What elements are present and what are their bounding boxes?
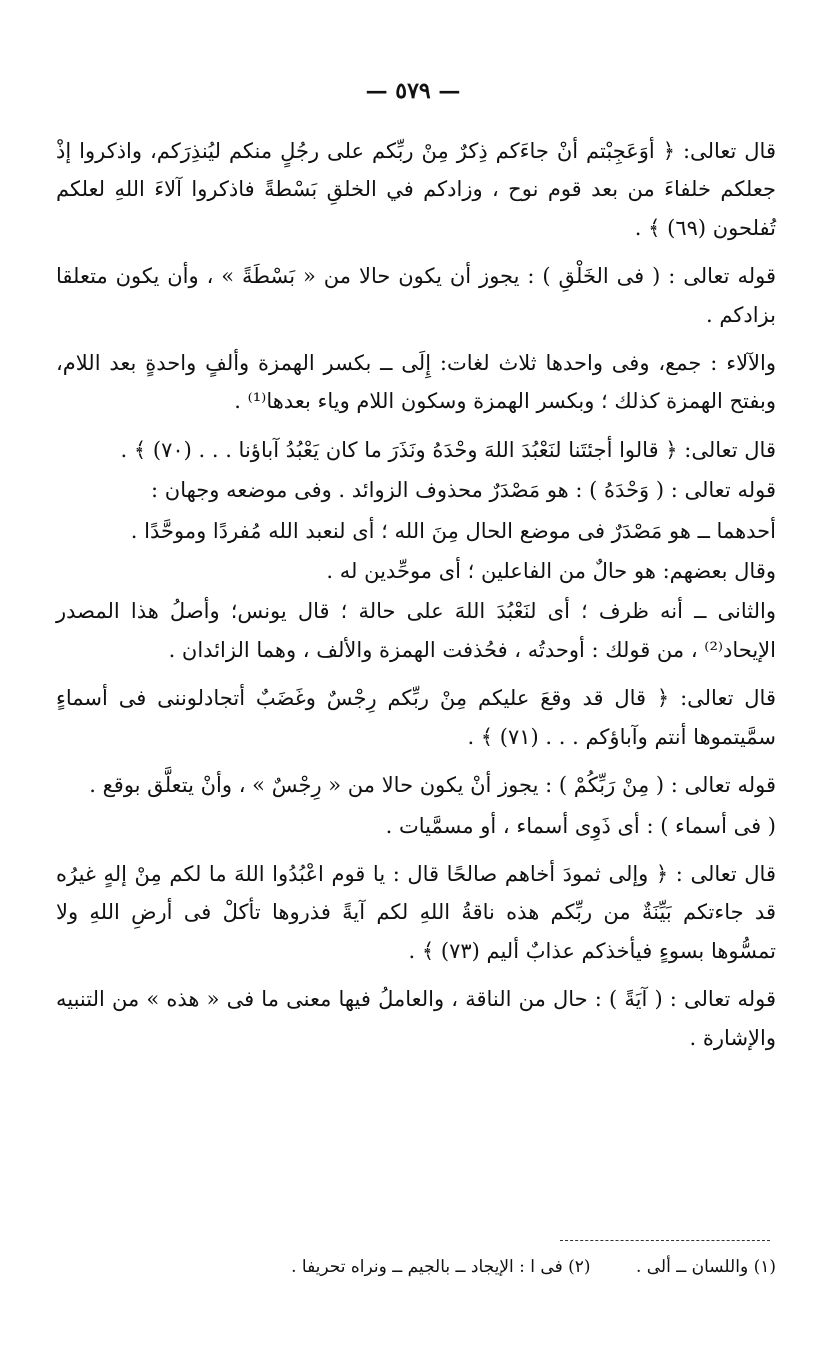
footnote-divider <box>560 1240 770 1241</box>
page-number: — ٥٧٩ — <box>365 78 461 104</box>
commentary-paragraph: قوله تعالى : ( آيَةً ) : حال من الناقة ، والعاملُ فيها معنى ما فى « هذه » من التنبيه والإشارة . <box>56 987 776 1050</box>
commentary-paragraph: وقال بعضهم: هو حالٌ من الفاعلين ؛ أى موحِّدين له . <box>326 559 776 584</box>
commentary-paragraph: قوله تعالى : ( مِنْ رَبِّكُمْ ) : يجوز أنْ يكون حالا من « رِجْسٌ » ، وأنْ يتعلَّق بوقع . <box>89 773 776 798</box>
verse-paragraph: قال تعالى: ﴿ قال قد وقعَ عليكم مِنْ ربِّكم رِجْسٌ وغَضَبٌ أتجادلوننى فى أسماءٍ سمَّيتموها أنتم وآباؤكم . . . (٧١) ﴾ . <box>56 686 776 749</box>
verse-paragraph: قال تعالى : ﴿ وإلى ثمودَ أخاهم صالحًا قال : يا قوم اعْبُدُوا اللهَ ما لكم مِنْ إلهٍ غيرُه قد جاءتكم بَيِّنَةٌ من ربِّكم هذه ناقةُ اللهِ لكم آيةً فذروها تأكلْ فى أرضِ اللهِ ولا تمسُّوها بسوءٍ فيأخذكم عذابٌ أليم (٧٣) ﴾ . <box>56 861 776 963</box>
commentary-paragraph: قوله تعالى : ( فى الخَلْقِ ) : يجوز أن يكون حالا من « بَسْطَةً » ، وأن يكون متعلقا بزادكم . <box>56 264 776 327</box>
verse-paragraph: قال تعالى: ﴿ قالوا أجئتَنا لنَعْبُدَ اللهَ وحْدَهُ ونَذَرَ ما كان يَعْبُدُ آباؤنا . . . (٧٠) ﴾ . <box>120 437 776 462</box>
footnotes <box>56 1252 776 1282</box>
verse-paragraph: قال تعالى: ﴿ أوَعَجِبْتم أنْ جاءَكم ذِكرٌ مِنْ ربِّكم على رجُلٍ منكم ليُنذِرَكم، واذكروا إذْ جعلكم خلفاءَ من بعد قوم نوح ، وزادكم في الخلقِ بَسْطةً فاذكروا آلاءَ اللهِ لعلكم تُفلحون (٦٩) ﴾ . <box>56 139 776 240</box>
commentary-paragraph: أحدهما ــ هو مَصْدَرٌ فى موضع الحال مِنَ الله ؛ أى لنعبد الله مُفردًا وموحَّدًا . <box>130 518 776 543</box>
footnote-1: (١) واللسان ــ ألى . <box>635 1257 776 1277</box>
footnote-2: (٢) فى ا : الإيجاد ــ بالجيم ــ ونراه تحريفا . <box>291 1257 591 1277</box>
commentary-paragraph: قوله تعالى : ( وَحْدَهُ ) : هو مَصْدَرٌ محذوف الزوائد . وفى موضعه وجهان : <box>151 478 776 503</box>
commentary-paragraph: والآلاء : جمع، وفى واحدها ثلاث لغات: إِلَى ــ بكسر الهمزة وألفٍ واحدةٍ بعد اللام، وبفتح الهمزة كذلك ؛ وبكسر الهمزة وسكون اللام وياء بعدها⁽¹⁾ . <box>56 351 776 414</box>
commentary-paragraph: ( فى أسماء ) : أى ذَوِى أسماء ، أو مسمَّيات . <box>385 813 776 838</box>
commentary-paragraph: والثانى ــ أنه ظرف ؛ أى لنَعْبُدَ اللهَ على حالة ؛ قال يونس؛ وأصلُ هذا المصدر الإيحاد⁽²⁾ ، من قولك : أوحدتُه ، فحُذفت الهمزة والألف ، وهما الزائدان . <box>56 599 776 662</box>
page-body <box>56 132 776 1067</box>
